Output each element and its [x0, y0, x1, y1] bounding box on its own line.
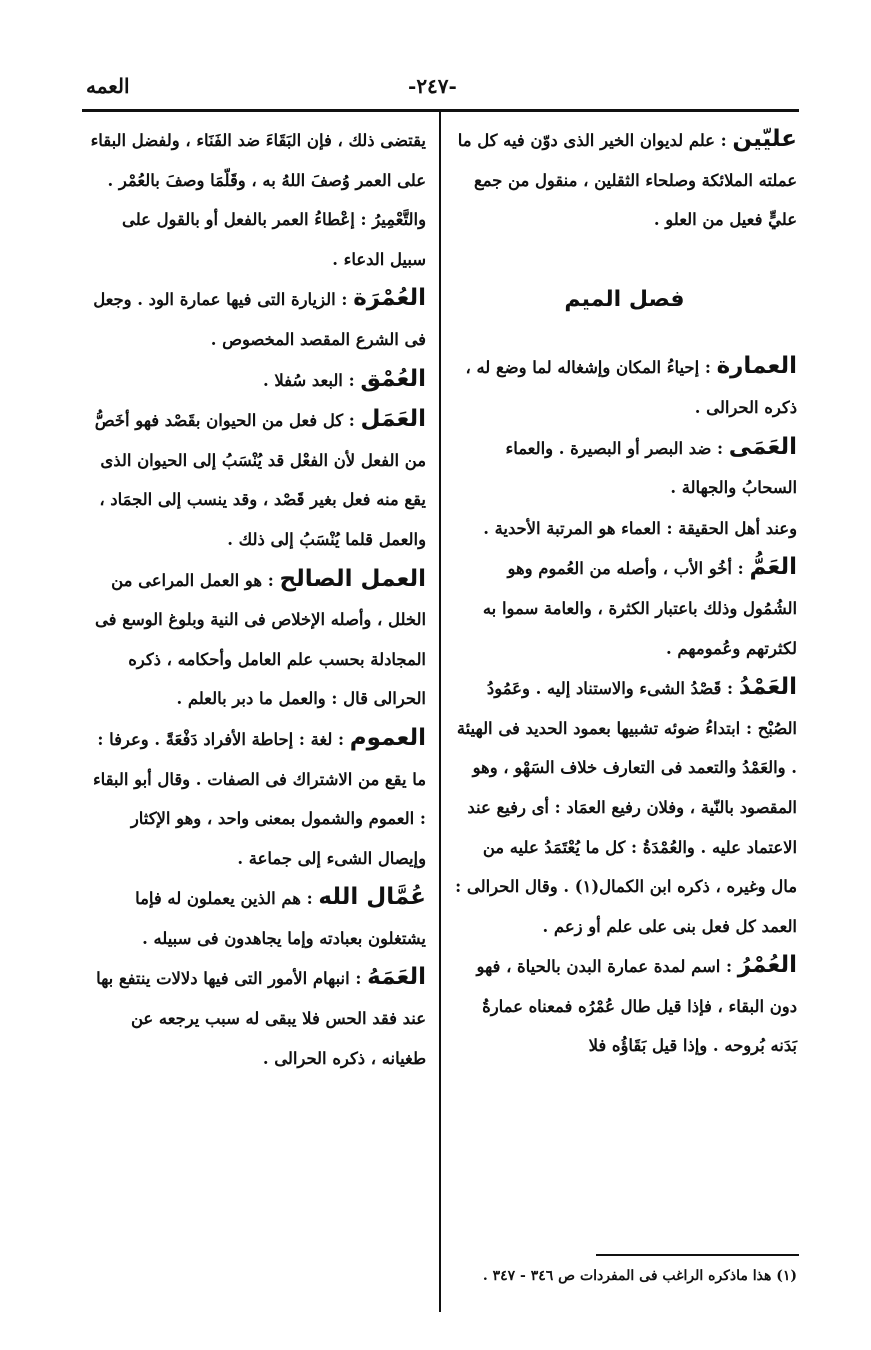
running-head: العمه: [86, 74, 130, 98]
entry-headword: العُمْرَة: [353, 285, 426, 312]
entry-text: : إحياءُ المكان وإشغاله لما وضع له ، ذكره الحرالى .: [465, 358, 797, 417]
entry-text: وعند أهل الحقيقة : العماء هو المرتبة الأحدية .: [483, 518, 797, 538]
entry-text: : لغة : إحاطة الأفراد دَفْعَةً . وعرفا : ما يقع من الاشتراك فى الصفات . وقال أبو البقاء : العموم والشمول بمعنى واحد ، وهو الإكثار وإيصال الشىء إلى جماعة .: [92, 729, 426, 868]
entry-text: : ضد البصر أو البصيرة . والعماء السحابُ والجهالة .: [505, 438, 797, 498]
entry: [452, 120, 797, 240]
entry-text: : هو العمل المراعى من الخلل ، وأصله الإخلاص فى النية وبلوغ الوسع فى المجادلة بحسب علم العامل وأحكامه ، ذكره الحرالى قال : والعمل ما دبر بالعلم .: [95, 570, 426, 709]
entry: [452, 548, 797, 668]
page-number: -٢٤٧-: [408, 74, 457, 98]
entry-headword: العَمَى: [728, 433, 797, 460]
entry-headword: عليّين: [732, 126, 797, 152]
entry: [82, 279, 426, 359]
entry: [82, 719, 426, 878]
entry-headword: العَمَل: [360, 406, 426, 433]
entry-text: : هم الذين يعملون له فإما يشتغلون بعبادته وإما يجاهدون فى سبيله .: [135, 889, 426, 948]
entry-headword: العَمَهُ: [367, 964, 426, 991]
entry-text: : كل فعل من الحيوان بقَصْد فهو أخَصُّ من الفعل لأن الفعْل قد يُنْسَبُ إلى الحيوان الذى يقع منه فعل بغير قَصْد ، وقد ينسب إلى الجمَاد ، والعمل قلما يُنْسَبُ إلى ذلك .: [94, 411, 426, 549]
entry-text: يقتضى ذلك ، فإن البَقَاءَ ضد الفَنَاء ، ولفضل البقاء على العمر وُصفَ اللهُ به ، وقَلّمَا وصفَ بالعُمْر . والتَّعْمِيرُ : إعْطاءُ العمر بالفعل أو بالقول على سبيل الدعاء .: [90, 131, 426, 269]
entry: [82, 878, 426, 958]
entry-headword: العمل الصالح: [279, 565, 426, 592]
left-column: [82, 120, 426, 1078]
entry: [452, 668, 797, 946]
entry-text: : البعد سُفلا .: [262, 370, 355, 390]
entry-headword: العَمُّ: [749, 554, 797, 581]
entry-headword: عُمَّال الله: [318, 884, 426, 911]
entry-text: : اسم لمدة عمارة البدن بالحياة ، فهو دون البقاء ، فإذا قيل طال عُمْرُه فمعناه عمارةُ بَدَنه بُروحه . وإذا قيل بَقَاؤُه فلا: [476, 957, 797, 1056]
entry-text: : أخُو الأب ، وأصله من العُموم وهو الشُمُول وذلك باعتبار الكثرة ، والعامة سموا به لكثرتهم وعُمومهم .: [482, 559, 797, 658]
entry: [82, 560, 426, 719]
column-divider: [439, 112, 441, 1312]
entry-text: : قَصْدُ الشىء والاستناد إليه . وعَمُودُ الصُبْح : ابتداءُ ضوئه تشبيها بعمود الحديد فى الهيئة . والعَمْدُ والتعمد فى التعارف خلاف السَهْو ، وهو المقصود بالنّية ، وفلان رفيع العمَاد : أى رفيع عند الاعتماد عليه . والعُمْدَةُ : كل ما يُعْتَمَدُ عليه من مال وغيره ، ذكره ابن الكمال(١) . وقال الحرالى : العمد كل فعل بنى على علم أو زعم .: [455, 679, 797, 936]
entry: [82, 958, 426, 1078]
entry-text: : انبهام الأمور التى فيها دلالات ينتفع بها عند فقد الحس فلا يبقى له سبب يرجعه عن طغيانه ، ذكره الحرالى .: [96, 969, 426, 1068]
right-column: [452, 120, 797, 1066]
entry-headword: العَمْدُ: [738, 674, 797, 701]
entry: [452, 508, 797, 549]
entry-text: : علم لديوان الخير الذى دوّن فيه كل ما عملته الملائكة وصلحاء الثقلين ، منقول من جمع عليٍّ فعيل من العلو .: [457, 131, 797, 230]
footnote-rule: [596, 1254, 799, 1256]
entry-headword: العُمْق: [360, 365, 426, 392]
entry-headword: العموم: [349, 724, 426, 751]
entry-headword: العمارة: [716, 353, 797, 380]
footnote: (١) هذا ماذكره الراغب فى المفردات ص ٣٤٦ - ٣٤٧ .: [482, 1268, 797, 1284]
entry-headword: العُمْرُ: [737, 952, 797, 979]
entry: [452, 428, 797, 508]
entry-text: : الزيارة التى فيها عمارة الود . وجعل فى الشرع المقصد المخصوص .: [93, 290, 426, 349]
section-title: فصل الميم: [564, 286, 685, 312]
entry: [82, 360, 426, 401]
entry: [82, 120, 426, 279]
entry: [452, 946, 797, 1066]
entry: [82, 400, 426, 559]
entry: [452, 347, 797, 427]
